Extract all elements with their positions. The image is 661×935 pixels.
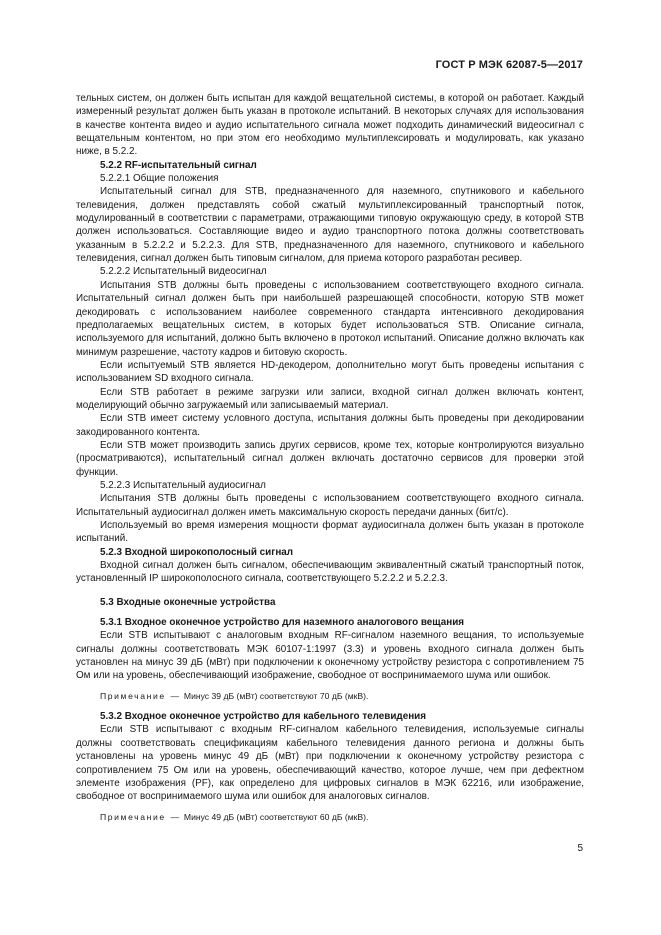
paragraph: Испытания STB должны быть проведены с использованием соответствующего входного сигнала. Испытательный аудиосигнал должен иметь максимальную скорость передачи данных (бит/с). [76,493,584,518]
paragraph: Если STB испытывают с аналоговым входным RF-сигналом наземного вещания, то используемые сигналы должны соответствовать МЭК 60107-1:1997 (3.3) и уровень входного сигнала должен быть установлен на минус 39 дБ (мВт) при подключении к оконечному устройству резистора с сопротивлением 75 Ом или на уровень, обеспечивающий изображение, свободное от воспринимаемого шума или ошибок. [76,630,584,682]
paragraph-continuation: тельных систем, он должен быть испытан для каждой вещательной системы, в которой он работает. Каждый измеренный результат должен быть указан в протоколе испытаний. В некоторых случаях для использования в качестве контента видео и аудио испытательного сигнала может подходить динамический видеосигнал с вещательным контентом, но при этом его необходимо мультиплексировать и модулировать, как указано ниже, в 5.2.2. [76,93,584,158]
heading-5-3-2: 5.3.2 Входное оконечное устройство для кабельного телевидения [100,711,426,723]
subheading-5-2-2-3: 5.2.2.3 Испытательный аудиосигнал [100,479,266,491]
subheading-5-2-2-2: 5.2.2.2 Испытательный видеосигнал [100,266,267,278]
document-header: ГОСТ Р МЭК 62087-5—2017 [435,59,583,71]
paragraph: Если STB испытывают с входным RF-сигналом кабельного телевидения, используемые сигналы должны соответствовать спецификациям кабельного телевидения данного региона и должны быть установлены на уровень минус 49 дБ (мВт) при подключении к оконечному устройству резистора с сопротивлением 75 Ом или на уровень, обеспечивающий качество, которое лучше, чем при дефектном элементе изображения (PF), как определено для цифровых сигналов в МЭК 62216, или изображение, свободное от воспринимаемого шума или ошибок для аналоговых сигналов. [76,724,584,803]
note [76,811,584,824]
paragraph: Испытания STB должны быть проведены с использованием соответствующего входного сигнала. Испытательный сигнал должен быть при наибольшей разрешающей способности, которую STB может декодировать с использованием наиболее современного стандарта интенсивного декодирования предполагаемых вещательных систем, в которых будет использоваться STB. Описание сигнала, используемого для испытаний, должно быть включено в протокол испытаний. Описание должно включать как минимум разрешение, частоту кадров и битовую скорость. [76,279,584,358]
heading-5-3-1: 5.3.1 Входное оконечное устройство для наземного аналогового вещания [100,617,465,629]
heading-5-2-2: 5.2.2 RF-испытательный сигнал [100,159,257,171]
note [76,690,584,703]
paragraph: Входной сигнал должен быть сигналом, обеспечивающим эквивалентный сжатый транспортный поток, установленный IP широкополосного сигнала, соответствующего 5.2.2.2 и 5.2.2.3. [76,560,584,585]
paragraph: Если STB имеет систему условного доступа, испытания должны быть проведены при декодировании закодированного контента. [76,413,584,438]
paragraph: Если STB может производить запись других сервисов, кроме тех, которые контролируются визуально (просматриваются), испытательный сигнал должен включать достаточно сервисов для проверки этой функции. [76,439,584,478]
note-label: Примечание [100,690,166,701]
document-body [76,92,584,831]
heading-5-2-3: 5.2.3 Входной широкополосный сигнал [100,546,294,558]
paragraph: Используемый во время измерения мощности формат аудиосигнала должен быть указан в протоколе испытаний. [76,520,584,545]
paragraph: Испытательный сигнал для STB, предназначенного для наземного, спутникового и кабельного телевидения, должен представлять собой сжатый мультиплексированный транспортный поток, модулированный в соответствии с параметрами, отражающими типовую окружающую среду, в которой STB должен использоваться. Составляющие видео и аудио транспортного потока должны соответствовать указанным в 5.2.2.2 и 5.2.2.3. Для STB, предназначенного для наземного, спутникового и кабельного телевидения, сигнал должен быть типовым сигналом, для приема которого разработан ресивер. [76,186,584,265]
subheading-5-2-2-1: 5.2.2.1 Общие положения [100,173,219,185]
note-text: Минус 39 дБ (мВт) соответствуют 70 дБ (мкВ). [183,690,369,701]
page-number: 5 [577,843,583,854]
note-dash: — [170,690,180,701]
note-text: Минус 49 дБ (мВт) соответствуют 60 дБ (мкВ). [183,811,369,822]
heading-5-3: 5.3 Входные оконечные устройства [100,596,276,608]
paragraph: Если испытуемый STB является HD-декодером, дополнительно могут быть проведены испытания с использованием SD входного сигнала. [76,359,584,385]
note-dash: — [170,811,180,822]
note-label: Примечание [100,811,166,822]
paragraph: Если STB работает в режиме загрузки или записи, входной сигнал должен включать контент, моделирующий обычно загружаемый или записываемый материал. [76,386,584,411]
